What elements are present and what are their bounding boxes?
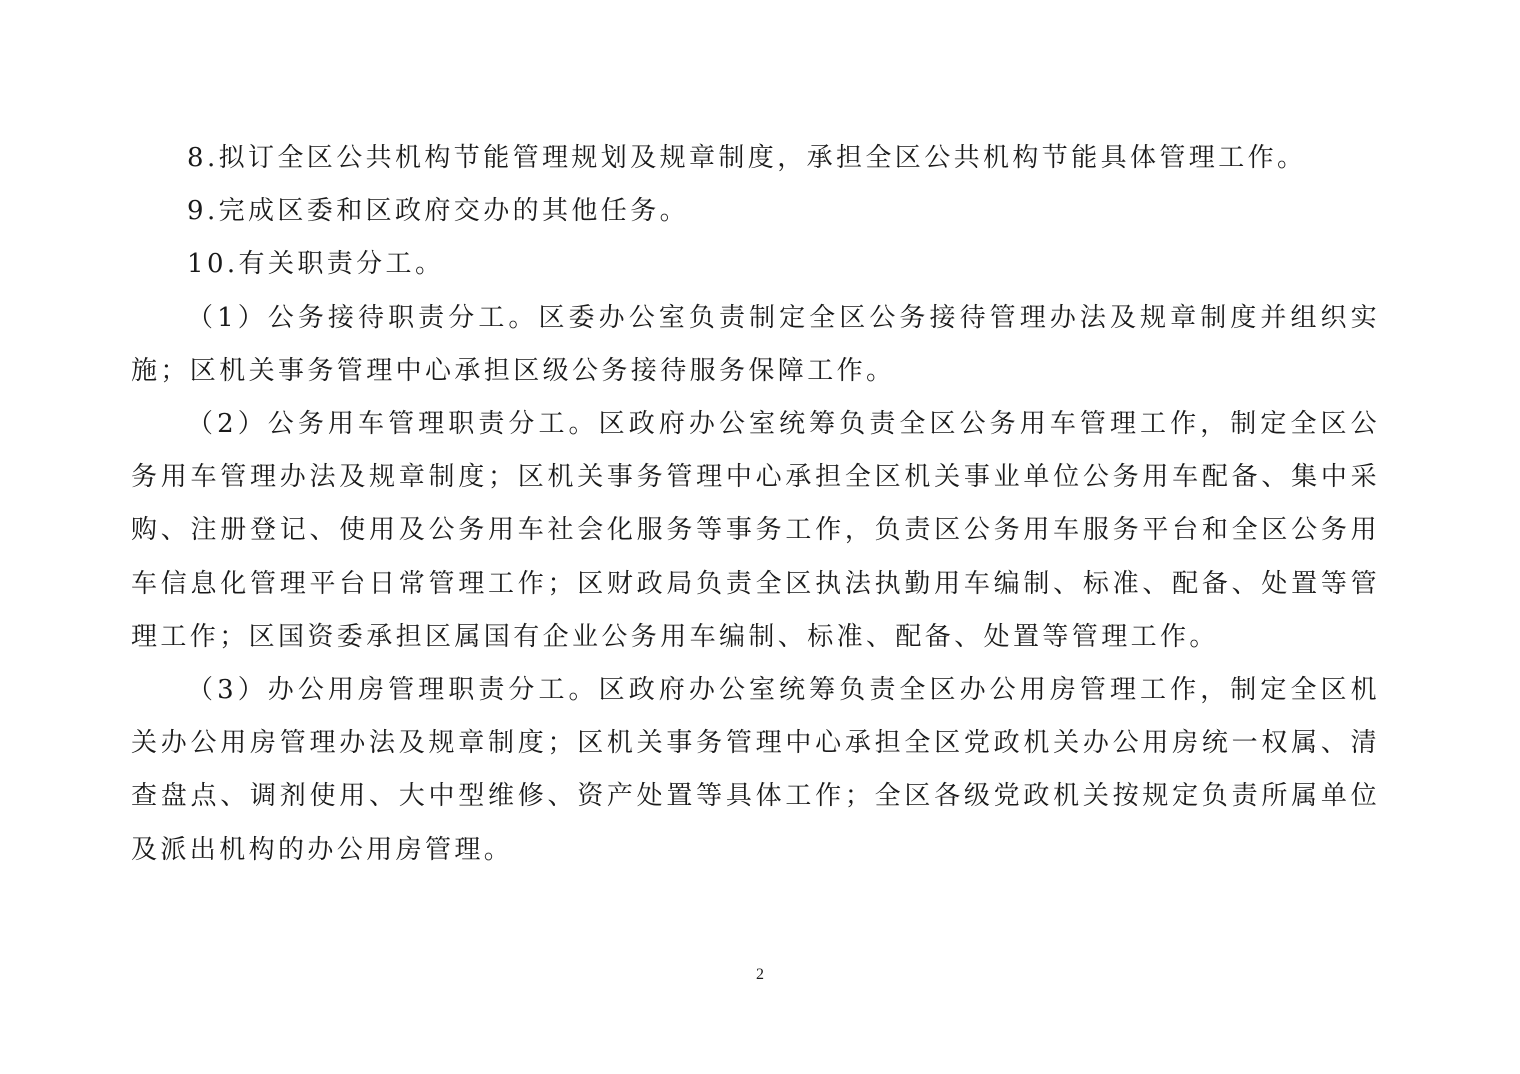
page-number: 2 <box>756 966 764 983</box>
paragraph-item-8: 8.拟订全区公共机构节能管理规划及规章制度，承担全区公共机构节能具体管理工作。 <box>187 143 1307 173</box>
paragraph-item-10: 10.有关职责分工。 <box>187 249 445 280</box>
paragraph-reception-duties: （1）公务接待职责分工。区委办公室负责制定全区公务接待管理办法及规章制度并组织实施；区机关事务管理中心承担区级公务接待服务保障工作。 <box>131 302 1380 386</box>
paragraph-item-9: 9.完成区委和区政府交办的其他任务。 <box>187 196 690 227</box>
paragraph-office-space-duties: （3）办公用房管理职责分工。区政府办公室统筹负责全区办公用房管理工作，制定全区机关办公用房管理办法及规章制度；区机关事务管理中心承担全区党政机关办公用房统一权属、清查盘点、调剂使用、大中型维修、资产处置等具体工作；全区各级党政机关按规定负责所属单位及派出机构的办公用房管理。 <box>131 675 1380 865</box>
document-body <box>131 132 1380 877</box>
paragraph-vehicle-duties: （2）公务用车管理职责分工。区政府办公室统筹负责全区公务用车管理工作，制定全区公务用车管理办法及规章制度；区机关事务管理中心承担全区机关事业单位公务用车配备、集中采购、注册登记、使用及公务用车社会化服务等事务工作，负责区公务用车服务平台和全区公务用车信息化管理平台日常管理工作；区财政局负责全区执法执勤用车编制、标准、配备、处置等管理工作；区国资委承担区属国有企业公务用车编制、标准、配备、处置等管理工作。 <box>131 409 1380 652</box>
